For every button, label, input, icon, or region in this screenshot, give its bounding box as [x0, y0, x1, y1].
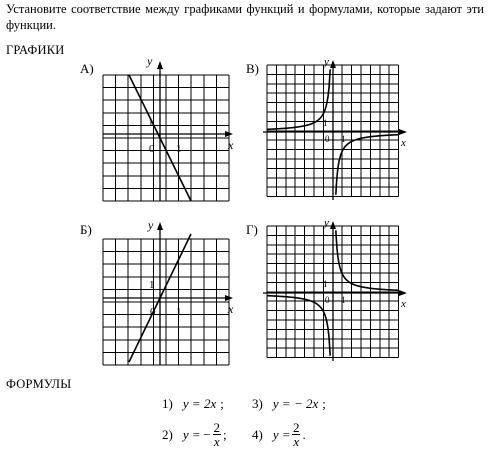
tick-y-label: 1: [148, 117, 154, 129]
tick-y-label: 1: [323, 118, 328, 128]
x-axis-label: x: [401, 298, 406, 310]
graph-a: [90, 55, 240, 210]
formula-number: 1): [162, 396, 173, 411]
y-axis-label: y: [148, 218, 154, 232]
formula-number: 3): [252, 396, 263, 411]
formula-number: 2): [162, 426, 173, 442]
x-axis-label: x: [401, 137, 406, 149]
graph-label-a: А): [80, 61, 94, 76]
formula-2: [162, 421, 227, 448]
tick-x-label: 1: [176, 306, 182, 318]
formula-3: [252, 396, 326, 412]
formula-eq: =: [282, 396, 290, 411]
formula-eq: = −: [192, 426, 211, 442]
grid: [103, 239, 229, 365]
task-instruction: Установите соответствие между графиками функций и формулами, которые задают эти функции.: [6, 2, 484, 32]
formula-tail: ;: [223, 426, 227, 442]
formula-tail: .: [302, 426, 306, 442]
fraction-numerator: 2: [213, 420, 221, 435]
y-axis-label: y: [324, 56, 329, 68]
origin-label: 0: [150, 306, 156, 318]
x-axis-arrow: [399, 129, 407, 135]
fraction-denominator: x: [213, 434, 220, 449]
y-axis-arrow: [330, 221, 336, 229]
formula-lhs: y: [182, 426, 189, 442]
graph-v: [258, 55, 413, 205]
y-axis-label: y: [324, 217, 329, 229]
formula-tail: ;: [322, 396, 326, 411]
y-axis-arrow: [330, 60, 336, 68]
formula-eq: =: [192, 396, 200, 411]
formula-lhs: y: [272, 426, 279, 442]
y-axis-arrow: [157, 61, 163, 69]
formula-eq: =: [282, 426, 290, 442]
formula-number: 4): [252, 426, 263, 442]
origin-label: 0: [149, 143, 155, 155]
x-axis-label: x: [228, 302, 234, 316]
formula-lhs: y: [272, 396, 279, 411]
tick-x-label: 1: [341, 134, 346, 144]
x-axis-label: x: [228, 138, 234, 152]
tick-x-label: 1: [341, 295, 346, 305]
fraction-numerator: 2: [292, 420, 300, 435]
formula-tail: ;: [220, 396, 224, 411]
graph-g: [258, 216, 413, 366]
tick-y-label: 1: [323, 279, 328, 289]
grid: [103, 75, 229, 201]
y-axis-label: y: [147, 54, 153, 68]
origin-label: 0: [325, 134, 330, 144]
graph-label-v: В): [246, 61, 259, 76]
formula-rhs: − 2x: [293, 396, 319, 411]
formula-4: [252, 421, 306, 448]
graph-b: [90, 216, 240, 376]
graph-label-g: Г): [246, 222, 258, 237]
formulas-heading: ФОРМУЛЫ: [6, 377, 72, 391]
graphs-heading: ГРАФИКИ: [6, 43, 65, 57]
formula-rhs: 2x: [203, 396, 217, 411]
x-axis-arrow: [399, 290, 407, 296]
tick-y-label: 1: [149, 279, 155, 291]
formula-1: [162, 396, 224, 412]
y-axis-arrow: [157, 222, 163, 230]
origin-label: 0: [325, 295, 330, 305]
formula-fraction: [292, 421, 301, 448]
formula-lhs: y: [182, 396, 189, 411]
formula-fraction: [213, 421, 222, 448]
graph-label-b: Б): [80, 222, 92, 237]
fraction-denominator: x: [293, 434, 300, 449]
tick-x-label: 1: [176, 143, 182, 155]
